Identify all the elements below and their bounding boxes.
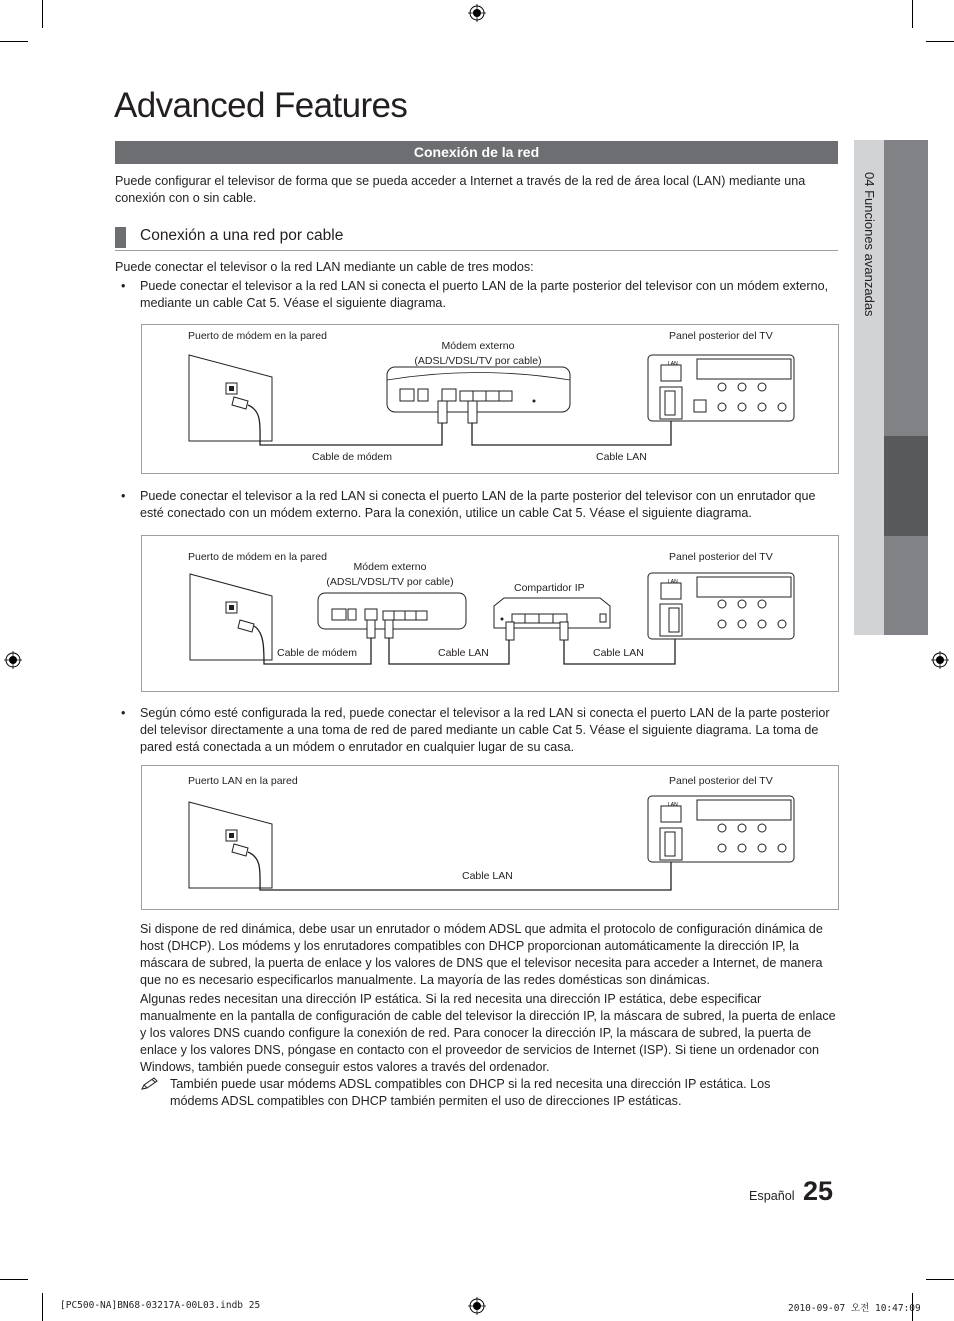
bullet-item <box>121 278 838 312</box>
language-label: Español <box>749 1189 795 1203</box>
label-modem-sub: (ADSL/VDSL/TV por cable) <box>414 355 542 367</box>
diagram-wall-lan-art <box>142 766 838 909</box>
diagram-wall-lan <box>141 765 839 910</box>
note-text: También puede usar módems ADSL compatibles con DHCP si la red necesita una dirección IP estática. Los módems ADSL compatibles con DHCP también permiten el uso de direcciones IP estáticas. <box>170 1077 771 1108</box>
side-tab-label: 04 Funciones avanzadas <box>862 172 877 317</box>
label-cable-lan: Cable LAN <box>438 647 489 659</box>
crop-mark <box>0 41 28 42</box>
label-modem: Módem externo <box>441 340 515 352</box>
diagram-router <box>141 535 839 692</box>
label-wall-port: Puerto de módem en la pared <box>188 551 327 563</box>
bullet-dot-icon: • <box>121 279 126 293</box>
label-cable-lan: Cable LAN <box>596 451 647 463</box>
page-title: Advanced Features <box>114 86 408 125</box>
label-cable-modem: Cable de módem <box>312 451 392 463</box>
lan-tag: LAN <box>668 579 678 585</box>
registration-mark-icon <box>4 651 22 669</box>
page-number: 25 <box>803 1176 834 1206</box>
lan-tag: LAN <box>668 361 678 367</box>
bullet-dot-icon: • <box>121 706 126 720</box>
bullet-text: Puede conectar el televisor a la red LAN si conecta el puerto LAN de la parte posterior del televisor con un módem externo, mediante un cable Cat 5. Véase el siguiente diagrama. <box>140 279 829 310</box>
crop-mark <box>912 0 913 28</box>
side-tab-gray <box>884 536 928 635</box>
bullet-text: Según cómo esté configurada la red, puede conectar el televisor a la red LAN si conecta el puerto LAN de la parte posterior del televisor directamente a una toma de red de pared mediante un cable Cat 5. Véase el siguiente diagrama. La toma de pared está conectada a un módem o enrutador en cualquier lugar de su casa. <box>140 706 830 754</box>
diagram-modem <box>141 324 839 474</box>
label-cable-lan: Cable LAN <box>593 647 644 659</box>
registration-mark-icon <box>468 1297 486 1315</box>
bullet-dot-icon: • <box>121 489 126 503</box>
intro-paragraph: Puede configurar el televisor de forma que se pueda acceder a Internet a través de la red de área local (LAN) mediante una conexión con o sin cable. <box>115 174 806 205</box>
side-tab-gray <box>884 140 928 436</box>
label-modem: Módem externo <box>353 561 427 573</box>
label-modem-sub: (ADSL/VDSL/TV por cable) <box>326 576 454 588</box>
registration-mark-icon <box>468 4 486 22</box>
bullet-text: Puede conectar el televisor a la red LAN si conecta el puerto LAN de la parte posterior del televisor con un enrutador que esté conectado con un módem externo. Para la conexión, utilice un cable Cat 5. Véase el siguiente diagrama. <box>140 489 816 520</box>
subheading-marker <box>115 227 126 248</box>
subheading-block <box>115 226 838 251</box>
crop-mark <box>0 1279 28 1280</box>
subheading: Conexión a una red por cable <box>140 227 344 244</box>
crop-mark <box>42 1293 43 1321</box>
note-pencil-icon <box>140 1077 160 1091</box>
side-tab-dark <box>884 436 928 536</box>
registration-mark-icon <box>931 651 949 669</box>
label-tv-panel: Panel posterior del TV <box>669 551 773 563</box>
bullet-item <box>121 705 838 756</box>
bullet-item <box>121 488 838 522</box>
label-wall-port: Puerto de módem en la pared <box>188 330 327 342</box>
label-router: Compartidor IP <box>514 582 585 594</box>
label-wall-port: Puerto LAN en la pared <box>188 775 298 787</box>
label-cable-lan: Cable LAN <box>462 870 513 882</box>
crop-mark <box>926 1279 954 1280</box>
crop-mark <box>926 41 954 42</box>
label-cable-modem: Cable de módem <box>277 647 357 659</box>
footer-timestamp: 2010-09-07 오전 10:47:09 <box>788 1303 921 1314</box>
lan-tag: LAN <box>668 802 678 808</box>
label-tv-panel: Panel posterior del TV <box>669 330 773 342</box>
dhcp-paragraph: Si dispone de red dinámica, debe usar un enrutador o módem ADSL que admita el protocolo de configuración dinámica de host (DHCP). Los módems y los enrutadores compatibles con DHCP proporcionan automáticamente la dirección IP, la máscara de subred, la puerta de enlace y los valores de DNS que el televisor necesita para acceder a Internet, de manera que no es necesario especificarlos manualmente. La mayoría de las redes domésticas son dinámicas. <box>140 922 823 987</box>
label-tv-panel: Panel posterior del TV <box>669 775 773 787</box>
lead-line: Puede conectar el televisor o la red LAN mediante un cable de tres modos: <box>115 260 534 274</box>
static-ip-paragraph: Algunas redes necesitan una dirección IP estática. Si la red necesita una dirección IP estática, debe especificar manualmente en la pantalla de configuración de cable del televisor la dirección IP, la máscara de subred, la puerta de enlace y los valores DNS cuando configure la conexión de red. Para conocer la dirección IP, la máscara de subred, la puerta de enlace y los valores DNS, póngase en contacto con el proveedor de servicios de Internet (ISP). Si tiene un ordenador con Windows, también puede conseguir estos valores a través del ordenador. <box>140 992 836 1074</box>
footer-file-info: [PC500-NA]BN68-03217A-00L03.indb 25 <box>60 1300 261 1311</box>
section-title: Conexión de la red <box>115 141 838 164</box>
crop-mark <box>42 0 43 28</box>
